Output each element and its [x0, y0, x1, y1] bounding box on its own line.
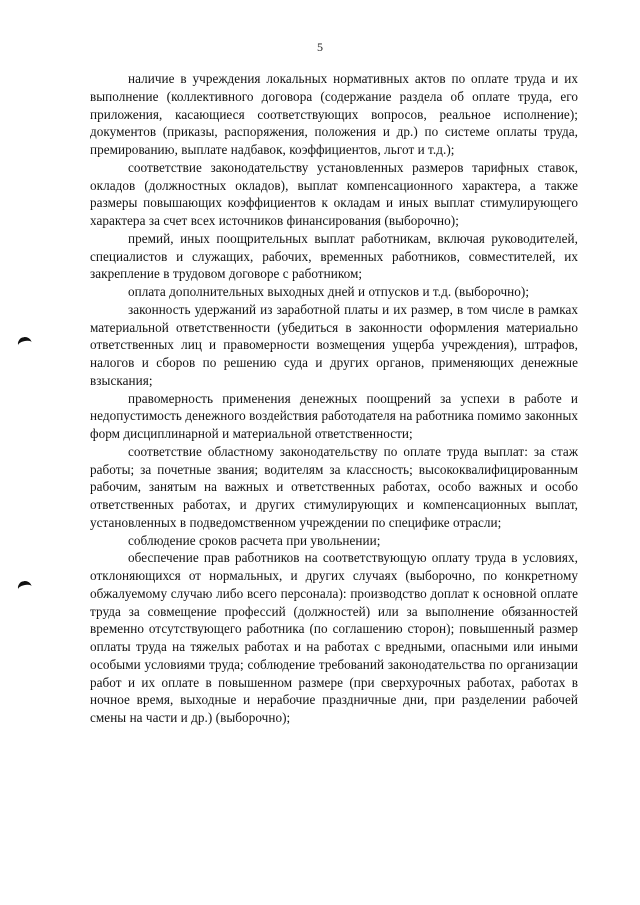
- paragraph-dismissal-settlement: соблюдение сроков расчета при увольнении;: [128, 532, 381, 548]
- paragraph-incentives: правомерность применения денежных поощрений за успехи в работе и недопустимость денежного воздействия работодателя на работника помимо законных форм дисциплинарной и материальной ответственности;: [90, 390, 578, 441]
- paragraph-deductions: законность удержаний из заработной платы и их размер, в том числе в рамках материальной ответственности (убедиться в законности оформления материально ответственных лиц и правомерности возмещения ущерба учреждения), штрафов, налогов и сборов по решению суда и других органов, применяющих денежные взыскания;: [90, 301, 578, 388]
- paragraph-tariff-rates: соответствие законодательству установленных размеров тарифных ставок, окладов (должностных окладов), выплат компенсационного характера, а также размеры повышающих коэффициентов к окладам и иных выплат стимулирующего характера за счет всех источников финансирования (выборочно);: [90, 159, 578, 228]
- page-number: 5: [317, 40, 323, 54]
- binder-hole-mark: [17, 336, 34, 354]
- paragraph-regional-legislation: соответствие областному законодательству по оплате труда выплат: за стаж работы; за почетные звания; водителям за классность; высококвалифицированным рабочим, занятым на важных и ответственных работах, особо важных и особо ответственных работах, и других стимулирующих и компенсационных выплат, установленных в подведомственном учреждении по специфике отрасли;: [90, 443, 578, 530]
- document-body: [90, 70, 578, 727]
- binder-hole-mark: [17, 580, 34, 598]
- paragraph-local-acts: наличие в учреждения локальных нормативных актов по оплате труда и их выполнение (коллективного договора (содержание раздела об оплате труда, его приложения, касающиеся соответствующих вопросов, реальное исполнение); документов (приказы, распоряжения, положения и др.) по системе оплаты труда, премированию, выплате надбавок, коэффициентов, льгот и т.д.);: [90, 71, 578, 157]
- paragraph-additional-days: оплата дополнительных выходных дней и отпусков и т.д. (выборочно);: [128, 284, 530, 299]
- paragraph-special-conditions: обеспечение прав работников на соответствующую оплату труда в условиях, отклоняющихся от нормальных, и других случаях (выборочно, по конкретному обжалуемому случаю либо всего персонала): производство доплат к основной оплате труда за совмещение профессий (должностей) или за выполнение обязанностей временно отсутствующего работника (по соглашению сторон); повышенный размер оплаты труда на тяжелых работах и на работах с вредными, опасными или иными особыми условиями труда; соблюдение требований законодательства по организации работ и их оплате в повышенном размере (при сверхурочных работах, работах в ночное время, выходные и нерабочие праздничные дни, при разделении рабочей смены на части и др.) (выборочно);: [90, 550, 578, 725]
- paragraph-bonuses: премий, иных поощрительных выплат работникам, включая руководителей, специалистов и служащих, рабочих, временных работников, совместителей, их закрепление в трудовом договоре с работником;: [90, 230, 578, 282]
